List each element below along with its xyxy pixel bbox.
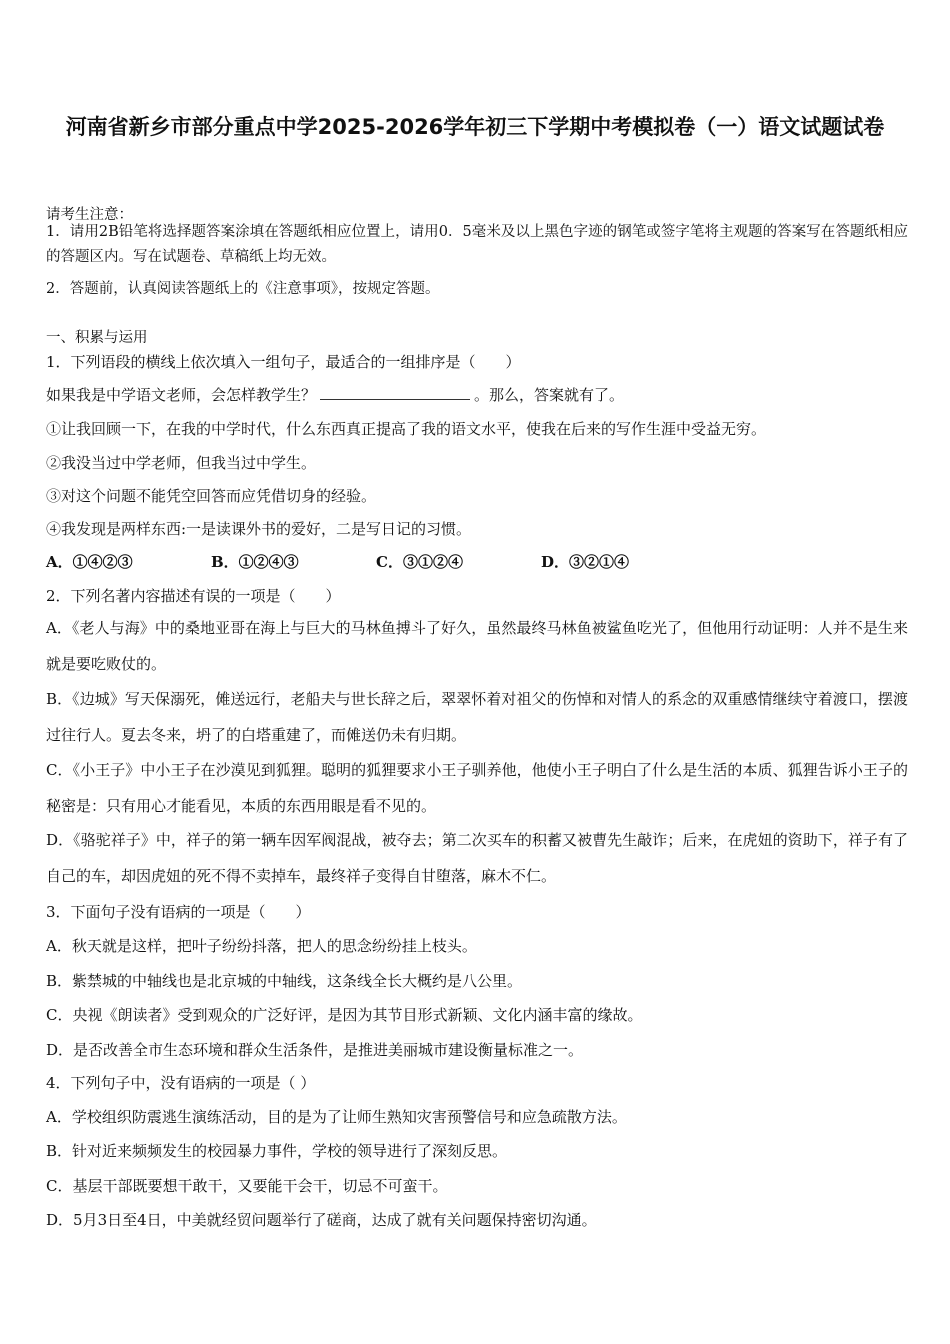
sentence: ③对这个问题不能凭空回答而应凭借切身的经验。	[46, 487, 377, 505]
option-d: D．《骆驼祥子》中，祥子的第一辆车因军阀混战，被夺去；第二次买车的积蓄又被曹先生敲诈；后来，在虎妞的资助下，祥子有了自己的车，却因虎妞的死不得不卖掉车，最终祥子变得自甘堕落，麻木不仁。	[46, 831, 908, 885]
section-heading: 一、积累与运用	[46, 330, 148, 346]
option-b: B．《边城》写天保溺死，傩送远行，老船夫与世长辞之后，翠翠怀着对祖父的伤悼和对情人的系念的双重感情继续守着渡口，摆渡过往行人。夏去冬来，坍了的白塔重建了，而傩送仍未有归期。	[46, 690, 908, 744]
option-d: D．5月3日至4日，中美就经贸问题举行了磋商，达成了就有关问题保持密切沟通。	[46, 1211, 597, 1229]
passage	[46, 384, 908, 405]
option-c: C．《小王子》中小王子在沙漠见到狐狸。聪明的狐狸要求小王子驯养他，他使小王子明白了什么是生活的本质、狐狸告诉小王子的秘密是：只有用心才能看见，本质的东西用眼是看不见的。	[46, 761, 908, 815]
option-a: A．秋天就是这样，把叶子纷纷抖落，把人的思念纷纷挂上枝头。	[46, 937, 477, 955]
option-c: C．央视《朗读者》受到观众的广泛好评，是因为其节目形式新颖、文化内涵丰富的缘故。	[46, 1006, 643, 1024]
option-a: A．①④②③	[46, 553, 133, 571]
fill-blank	[320, 385, 470, 400]
sentence: ②我没当过中学老师，但我当过中学生。	[46, 454, 317, 472]
option-a: A．《老人与海》中的桑地亚哥在海上与巨大的马林鱼搏斗了好久，虽然最终马林鱼被鲨鱼吃光了，但他用行动证明：人并不是生来就是要吃败仗的。	[46, 619, 908, 673]
notice-item: 2．答题前，认真阅读答题纸上的《注意事项》，按规定答题。	[46, 281, 440, 297]
passage-after: 。那么，答案就有了。	[474, 386, 625, 404]
option-c: C．③①②④	[376, 553, 463, 571]
option-a: A．学校组织防震逃生演练活动，目的是为了让师生熟知灾害预警信号和应急疏散方法。	[46, 1108, 627, 1126]
option-b: B．紫禁城的中轴线也是北京城的中轴线，这条线全长大概约是八公里。	[46, 972, 523, 990]
question-stem: 3．下面句子没有语病的一项是（ ）	[46, 903, 311, 921]
notice-heading: 请考生注意：	[46, 207, 133, 223]
passage-before: 如果我是中学语文老师，会怎样教学生？	[46, 386, 317, 404]
option-d: D．是否改善全市生态环境和群众生活条件，是推进美丽城市建设衡量标准之一。	[46, 1041, 584, 1059]
sentence: ①让我回顾一下，在我的中学时代，什么东西真正提高了我的语文水平，使我在后来的写作生涯中受益无穷。	[46, 420, 767, 438]
question-stem: 1．下列语段的横线上依次填入一组句子，最适合的一组排序是（ ）	[46, 353, 521, 371]
option-d: D．③②①④	[541, 553, 630, 571]
option-b: B．①②④③	[211, 553, 299, 571]
question-stem: 4．下列句子中，没有语病的一项是（ ）	[46, 1074, 316, 1092]
document-title: 河南省新乡市部分重点中学2025-2026学年初三下学期中考模拟卷（一）语文试题试卷	[65, 115, 885, 139]
option-c: C．基层干部既要想干敢干，又要能干会干，切忌不可蛮干。	[46, 1177, 448, 1195]
question-stem: 2．下列名著内容描述有误的一项是（ ）	[46, 587, 341, 605]
notice-item: 1．请用2B铅笔将选择题答案涂填在答题纸相应位置上，请用0．5毫米及以上黑色字迹的钢笔或签字笔将主观题的答案写在答题纸相应的答题区内。写在试题卷、草稿纸上均无效。	[46, 224, 908, 265]
sentence: ④我发现是两样东西:一是读课外书的爱好，二是写日记的习惯。	[46, 520, 472, 538]
options-row	[46, 551, 908, 572]
option-b: B．针对近来频频发生的校园暴力事件，学校的领导进行了深刻反思。	[46, 1142, 508, 1160]
